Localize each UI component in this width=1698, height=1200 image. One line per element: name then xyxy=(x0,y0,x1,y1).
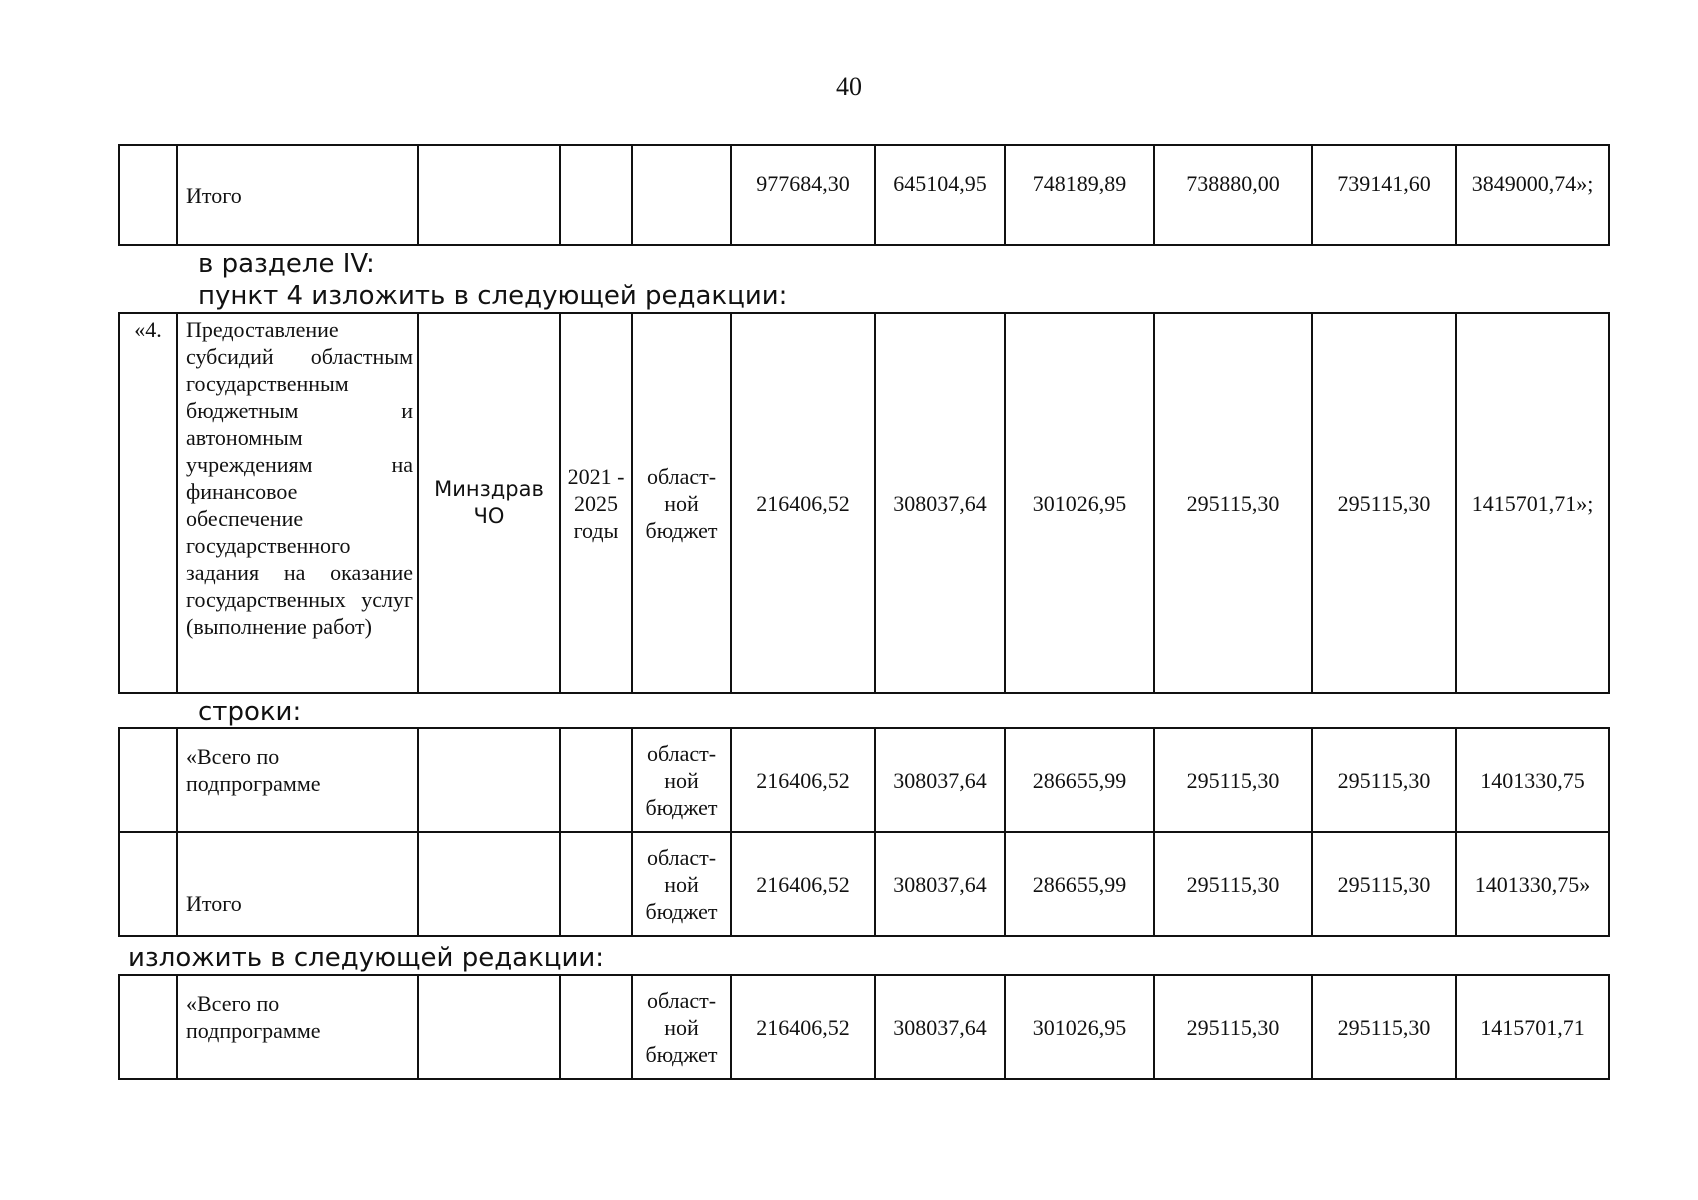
total-cell: 1415701,71 xyxy=(1456,975,1609,1079)
value-cell: 977684,30 xyxy=(731,145,875,245)
instruction-text: пункт 4 изложить в следующей редакции: xyxy=(198,281,788,311)
total-cell: 1401330,75» xyxy=(1456,832,1609,936)
period-cell: 2021 - 2025 годы xyxy=(560,313,632,693)
row-label: Итого xyxy=(177,832,418,936)
executor-cell: Минздрав ЧО xyxy=(418,313,560,693)
table-row xyxy=(119,145,1609,245)
period-cell xyxy=(560,832,632,936)
new-rows-table xyxy=(118,974,1610,1080)
table-row xyxy=(119,832,1609,936)
period-cell xyxy=(560,728,632,832)
instruction-text: изложить в следующей редакции: xyxy=(128,943,605,973)
total-cell: 1401330,75 xyxy=(1456,728,1609,832)
row-label: «Всего по подпрограмме xyxy=(177,728,418,832)
total-cell: 1415701,71»; xyxy=(1456,313,1609,693)
row-label: «Всего по подпрограмме xyxy=(177,975,418,1079)
row-number-cell: «4. xyxy=(119,313,177,693)
source-cell: област- ной бюджет xyxy=(632,313,731,693)
row-number-cell xyxy=(119,728,177,832)
section-text: в разделе IV: xyxy=(198,249,375,279)
value-cell: 301026,95 xyxy=(1005,975,1154,1079)
value-cell: 295115,30 xyxy=(1154,832,1312,936)
source-cell: област- ной бюджет xyxy=(632,728,731,832)
source-cell: област- ной бюджет xyxy=(632,975,731,1079)
value-cell: 216406,52 xyxy=(731,313,875,693)
table-row xyxy=(119,728,1609,832)
row-label: Итого xyxy=(177,145,418,245)
value-cell: 308037,64 xyxy=(875,975,1005,1079)
itogo-table xyxy=(118,144,1610,246)
value-cell: 216406,52 xyxy=(731,728,875,832)
executor-cell xyxy=(418,728,560,832)
rows-text: строки: xyxy=(198,697,302,727)
executor-cell xyxy=(418,975,560,1079)
value-cell: 645104,95 xyxy=(875,145,1005,245)
value-cell: 286655,99 xyxy=(1005,728,1154,832)
value-cell: 295115,30 xyxy=(1154,313,1312,693)
old-rows-table xyxy=(118,727,1610,937)
value-cell: 295115,30 xyxy=(1312,832,1456,936)
value-cell: 295115,30 xyxy=(1312,728,1456,832)
item-4-table xyxy=(118,312,1610,694)
value-cell: 308037,64 xyxy=(875,832,1005,936)
value-cell: 295115,30 xyxy=(1154,728,1312,832)
value-cell: 738880,00 xyxy=(1154,145,1312,245)
row-name: Предоставление субсидий областным государственным бюджетным и автономным учреждениям на финансовое обеспечение государственного задания на оказание государственных услуг (выполнение работ) xyxy=(177,313,418,693)
value-cell: 308037,64 xyxy=(875,728,1005,832)
source-cell xyxy=(632,145,731,245)
value-cell: 286655,99 xyxy=(1005,832,1154,936)
row-number-cell xyxy=(119,145,177,245)
value-cell: 748189,89 xyxy=(1005,145,1154,245)
value-cell: 295115,30 xyxy=(1154,975,1312,1079)
executor-cell xyxy=(418,832,560,936)
period-cell xyxy=(560,145,632,245)
table-row xyxy=(119,313,1609,693)
value-cell: 739141,60 xyxy=(1312,145,1456,245)
value-cell: 216406,52 xyxy=(731,975,875,1079)
value-cell: 295115,30 xyxy=(1312,975,1456,1079)
table-row xyxy=(119,975,1609,1079)
value-cell: 301026,95 xyxy=(1005,313,1154,693)
value-cell: 308037,64 xyxy=(875,313,1005,693)
row-number-cell xyxy=(119,975,177,1079)
value-cell: 295115,30 xyxy=(1312,313,1456,693)
source-cell: област- ной бюджет xyxy=(632,832,731,936)
value-cell: 216406,52 xyxy=(731,832,875,936)
executor-cell xyxy=(418,145,560,245)
row-number-cell xyxy=(119,832,177,936)
page-number: 40 xyxy=(836,72,862,101)
total-cell: 3849000,74»; xyxy=(1456,145,1609,245)
period-cell xyxy=(560,975,632,1079)
